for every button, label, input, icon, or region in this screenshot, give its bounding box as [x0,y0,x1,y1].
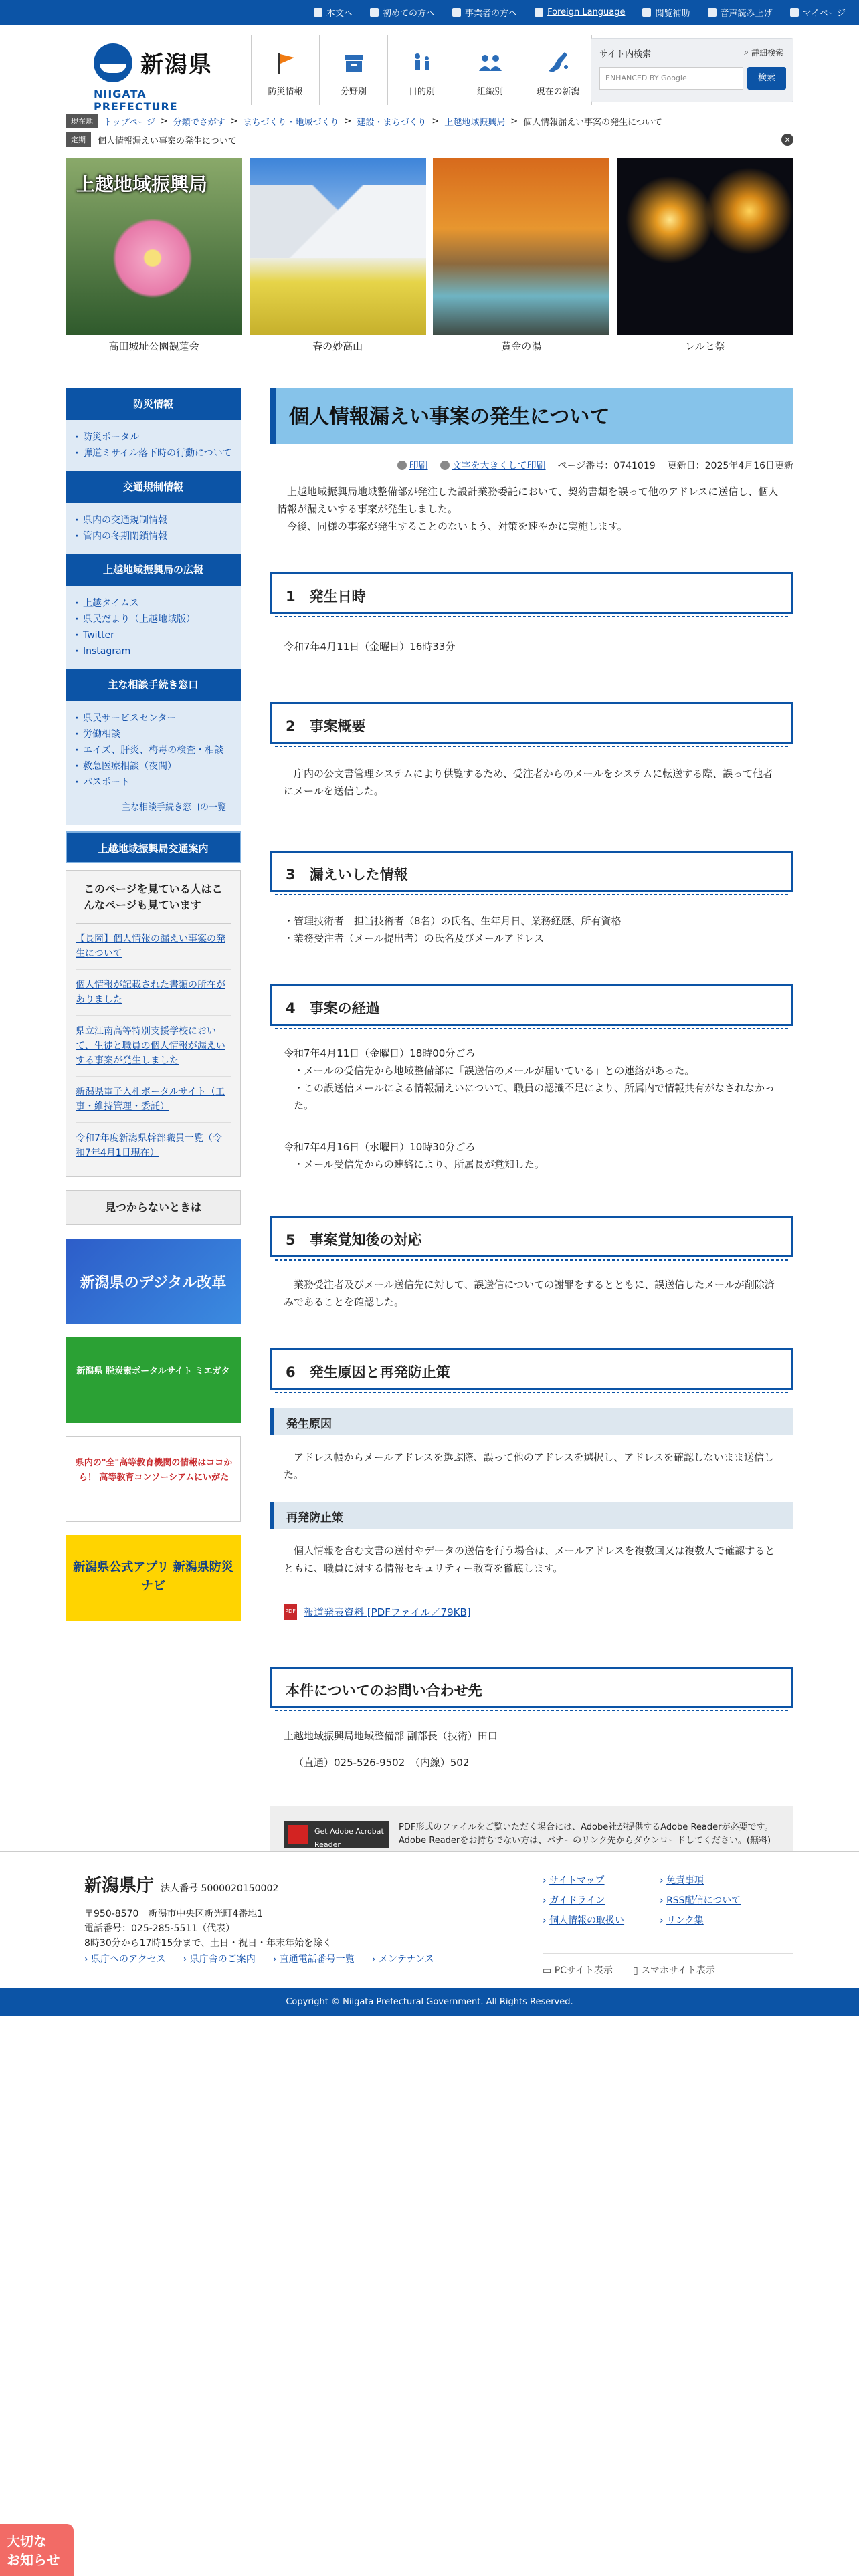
section-heading: 3 漏えいした情報 [270,851,793,892]
fireworks-photo [617,158,793,335]
footer-link[interactable]: › 直通電話番号一覧 [273,1952,355,1965]
banner-ougon[interactable]: 黄金の湯 [433,158,609,358]
section-heading: 6 発生原因と再発防止策 [270,1348,793,1390]
read-aloud-link[interactable]: 音声読み上げ [708,6,773,19]
pc-view-link[interactable]: ▭ PCサイト表示 [543,1965,613,1976]
banner-lerch[interactable]: レルヒ祭 [617,158,793,358]
access-guide-button[interactable]: 上越地域振興局交通案内 [66,831,241,863]
sidebar-link[interactable]: · パスポート [74,776,233,789]
skip-to-content-link[interactable]: 本文へ [314,6,353,19]
footer-link[interactable]: › リンク集 [660,1913,777,1927]
sidebar-link[interactable]: · 労働相談 [74,728,233,741]
section-heading: 4 事案の経過 [270,984,793,1026]
accessibility-link[interactable]: 閲覧補助 [642,6,690,19]
nav-niigata-now[interactable]: 現在の新潟 [524,35,592,105]
family-icon [409,49,436,76]
foreign-language-link[interactable]: Foreign Language [535,7,625,17]
speaker-icon [708,8,717,17]
list-item[interactable]: 令和7年度新潟県幹部職員一覧（令和7年4月1日現在） [76,1133,222,1158]
banner-myoko[interactable]: 春の妙高山 [250,158,426,358]
footer-link[interactable]: › 個人情報の取扱い [543,1913,660,1927]
sidebar [66,388,241,1621]
flag-icon [272,49,299,76]
section-heading: 1 発生日時 [270,572,793,614]
sidebar-link[interactable]: · エイズ、肝炎、梅毒の検査・相談 [74,744,233,757]
banner-takada[interactable]: 上越地域振興局 高田城址公園観蓮会 [66,158,242,358]
not-found-button[interactable]: 見つからないときは [66,1190,241,1225]
footer-link[interactable]: › 県庁へのアクセス [84,1952,166,1965]
page-title: 個人情報漏えい事案の発生について [270,388,793,444]
print-link[interactable]: 印刷 [397,459,428,472]
miegata-banner[interactable]: 新潟県 脱炭素ポータルサイト ミエガタ [66,1337,241,1423]
site-header [0,25,859,112]
close-icon[interactable]: × [781,134,793,146]
current-page-bar: 定期 個人情報漏えい事案の発生について × [66,131,793,148]
adobe-reader-banner[interactable]: Get Adobe Acrobat Reader [284,1821,389,1848]
search-icon: ⌕ [744,47,749,57]
contact-heading: 本件についてのお問い合わせ先 [270,1667,793,1708]
footer-links [84,1952,434,1965]
footer-link[interactable]: › 県庁舎のご案内 [183,1952,256,1965]
sidebar-heading-bosai: 防災情報 [66,388,241,420]
sidebar-list-soudan [66,701,241,825]
subsection-heading: 再発防止策 [270,1502,793,1529]
print-icon [397,461,407,470]
bosai-navi-banner[interactable]: 新潟県公式アプリ 新潟県防災ナビ [66,1535,241,1621]
people-icon [477,49,504,76]
breadcrumb: 現在地 トップページ > 分類でさがす > まちづくり・地域づくり > 建設・まちづくり > 上越地域振興局 > 個人情報漏えい事案の発生について [66,112,793,130]
sidebar-list-bosai [66,420,241,471]
smartphone-view-link[interactable]: ▯ スマホサイト表示 [632,1965,715,1976]
subsection-heading: 発生原因 [270,1408,793,1435]
site-logo[interactable]: 新潟県 NIIGATA PREFECTURE [94,43,231,100]
sidebar-link[interactable]: · 管内の冬期閉鎖情報 [74,530,233,543]
advanced-search-link[interactable]: ⌕ 詳細検索 [744,47,783,58]
business-link[interactable]: 事業者の方へ [452,6,517,19]
sidebar-link[interactable]: · 県民サービスセンター [74,712,233,725]
higher-education-banner[interactable]: 県内の"全"高等教育機関の情報はココから！ 高等教育コンソーシアムにいがた [66,1436,241,1522]
sidebar-link[interactable]: · 県民だより（上越地域版） [74,613,233,626]
search-button[interactable]: 検索 [747,67,786,90]
list-item[interactable]: 県立江南高等特別支援学校において、生徒と職員の個人情報が漏えいする事案が発生しました [76,1016,231,1077]
nav-mokuteki[interactable]: 目的別 [387,35,456,105]
footer-right [529,1866,793,1976]
hotspring-photo [433,158,609,335]
breadcrumb-top[interactable]: トップページ [104,117,155,128]
global-nav [251,35,592,105]
globe-icon [535,8,543,17]
arrow-icon [314,8,322,17]
sidebar-link[interactable]: · Instagram [74,645,233,658]
pdf-icon: PDF [284,1604,297,1620]
footer-link[interactable]: › 免責事項 [660,1873,777,1887]
breadcrumb-current: 個人情報漏えい事案の発生について [523,117,662,128]
lotus-photo: 上越地域振興局 [66,158,242,335]
footer-link[interactable]: › サイトマップ [543,1873,660,1887]
search-input[interactable]: ENHANCED BY Google [599,67,743,90]
niigata-map-icon [545,49,571,76]
soudan-list-link[interactable]: 主な相談手続き窓口の一覧 [121,802,226,813]
display-icon [642,8,651,17]
digital-reform-banner[interactable]: 新潟県のデジタル改革 [66,1239,241,1324]
sidebar-link[interactable]: · 上越タイムス [74,597,233,610]
related-pages-box: このページを見ている人はこんなページも見ています 【長岡】個人情報の漏えい事案の発生について 個人情報が記載された書類の所在がありました 県立江南高等特別支援学校において、生徒と職員の個人情報が漏えいする事案が発生しました 新潟県電子入札ポータルサイト（工事・維持管理・委託） 令和7年度新潟県幹部職員一覧（令和7年4月1日現在） [66,870,241,1177]
footer-link[interactable]: › RSS配信について [660,1893,777,1907]
intro-text: 上越地域振興局地域整備部が発注した設計業務委託において、契約書類を誤って他のアドレスに送信し、個人情報が漏えいする事案が発生しました。 今後、同様の事案が発生することのないよう、対策を速やかに実施します。 [277,486,779,532]
large-print-link[interactable]: 文字を大きくして印刷 [440,459,546,472]
breadcrumb-machizukuri[interactable]: まちづくり・地域づくり [243,117,339,128]
nav-soshiki[interactable]: 組織別 [456,35,524,105]
top-utility-bar [0,0,859,25]
breadcrumb-category[interactable]: 分類でさがす [173,117,225,128]
folder-icon [790,8,799,17]
sidebar-link[interactable]: · 防災ポータル [74,431,233,444]
smartphone-icon: ▯ [632,1965,642,1976]
sidebar-link[interactable]: · 弾道ミサイル落下時の行動について [74,447,233,460]
important-notice-button[interactable]: 大切な お知らせ [0,2524,74,2576]
box-icon [341,49,367,76]
sidebar-link[interactable]: · 県内の交通規制情報 [74,514,233,527]
breadcrumb-kensetsu[interactable]: 建設・まちづくり [357,117,427,128]
mypage-link[interactable]: マイページ [790,6,846,19]
site-footer: 新潟県庁 法人番号 5000020150002 〒950-8570 新潟市中央区新光町4番地1 電話番号：025-285-5511（代表） 8時30分から17時15分まで、土日・祝日・年末年始を除く › 県庁へのアクセス › 県庁舎のご案内 › 直通電話番号一覧 › メンテナンス › サイトマップ › 免責事項 › ガイドライン › RSS配信について › 個人情報の取扱い › リンク集 ▭ PCサイト表示 ▯ スマホサイト表示 [0,1851,859,1988]
footer-link[interactable]: › ガイドライン [543,1893,660,1907]
sidebar-link[interactable]: · Twitter [74,629,233,642]
sidebar-heading-kotsu: 交通規制情報 [66,471,241,503]
list-item[interactable]: 【長岡】個人情報の漏えい事案の発生について [76,924,231,970]
copyright: Copyright © Niigata Prefectural Government. All Rights Reserved. [0,1988,859,2016]
banner-strip [66,158,793,358]
nav-bosai[interactable]: 防災情報 [251,35,319,105]
list-item[interactable]: 個人情報が記載された書類の所在がありました [76,970,231,1016]
list-item[interactable]: 新潟県電子入札ポータルサイト（工事・維持管理・委託） [76,1077,231,1123]
main-content: 個人情報漏えい事案の発生について 印刷 文字を大きくして印刷 ページ番号：0741019 更新日：2025年4月16日更新 上越地域振興局地域整備部が発注した設計業務委託において、契約書類を誤って他のアドレスに送信し、個人情報が漏えいする事案が発生しました。 今後、同様の事案が発生することのないよう、対策を速やかに実施します。 1 発生日時 令和7年4月11日（金曜日）16時33分 2 事案概要 庁内の公文書管理システムにより供覧するため、受注者からのメールをシステムに転送する際、誤って他者にメールを送信した。 3 漏えいした情報 ・管理技術者 担当技術者（8名）の氏名、生年月日、業務経歴、所有資格 ・業務受注者（メール提出者）の氏名及びメールアドレス 4 事案の経過 令和7年4月11日（金曜日）18時00分ごろ ・メールの受信先から地域整備部に「誤送信のメールが届いている」との連絡があった。 ・この誤送信メールによる情報漏えいについて、職員の認識不足により、所属内で情報共有がなされなかった。 令和7年4月16日（水曜日）10時30分ごろ ・メール受信先からの連絡により、所属長が覚知した。 5 事案覚知後の対応 業務受注者及びメール送信先に対して、誤送信についての謝罪をするとともに、誤送信したメールが削除済みであることを確認した。 6 発生原因と再発防止策 発生原因 アドレス帳からメールアドレスを選ぶ際、誤って他のアドレスを選択し、アドレスを確認しないまま送信した。 再発防止策 個人情報を含む文書の送付やデータの送信を行う場合は、メールアドレスを複数回又は複数人で確認するとともに、職員に対する情報セキュリティー教育を徹底します。 PDF 報道発表資料 [PDFファイル／79KB] 本件についてのお問い合わせ先 上越地域振興局地域整備部 副部長（技術）田口 （直通）025-526-9502 （内線）502 Get Adobe Acrobat Reader PDF形式のファイルをご覧いただく場合には、Adobe社が提供するAdobe Readerが必要です。 Adobe Readerをお持ちでない方は、バナーのリンク先からダウンロードしてください。(無料) [270,388,793,1902]
section-heading: 5 事案覚知後の対応 [270,1216,793,1257]
niigata-logo-mark [94,43,132,82]
first-time-link[interactable]: 初めての方へ [370,6,435,19]
sidebar-link[interactable]: · 救急医療相談（夜間） [74,760,233,773]
mountain-photo [250,158,426,335]
person-icon [452,8,461,17]
pdf-download-link[interactable]: PDF 報道発表資料 [PDFファイル／79KB] [270,1604,793,1620]
footer-link[interactable]: › メンテナンス [372,1952,434,1965]
sidebar-heading-koho: 上越地域振興局の広報 [66,554,241,586]
sidebar-list-kotsu [66,503,241,554]
nav-bunya[interactable]: 分野別 [319,35,387,105]
breadcrumb-joetsu[interactable]: 上越地域振興局 [444,117,506,128]
monitor-icon: ▭ [543,1965,555,1976]
leaf-icon [370,8,379,17]
site-search-box: サイト内検索 ⌕ 詳細検索 ENHANCED BY Google 検索 [591,38,793,102]
sidebar-list-koho [66,586,241,669]
section-heading: 2 事案概要 [270,702,793,744]
page-meta: 印刷 文字を大きくして印刷 ページ番号：0741019 更新日：2025年4月16日更新 [270,459,793,472]
adobe-reader-notice: Get Adobe Acrobat Reader PDF形式のファイルをご覧いただく場合には、Adobe社が提供するAdobe Readerが必要です。 Adobe Readerをお持ちでない方は、バナーのリンク先からダウンロードしてください。(無料) [270,1806,793,1863]
sidebar-heading-soudan: 主な相談手続き窓口 [66,669,241,701]
print-large-icon [440,461,450,470]
